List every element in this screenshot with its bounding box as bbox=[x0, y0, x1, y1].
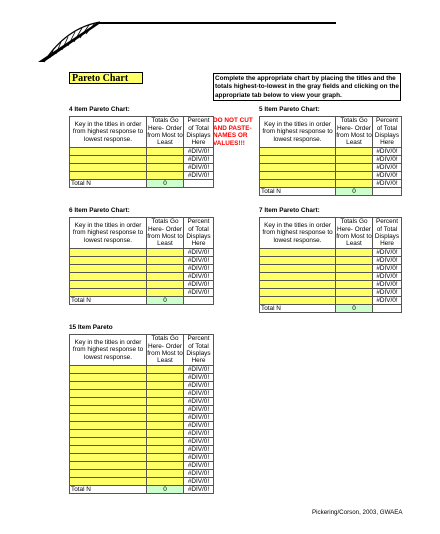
percent-value: #DIV/0! bbox=[373, 273, 402, 281]
table-row bbox=[70, 406, 214, 414]
item-title-input[interactable] bbox=[260, 172, 336, 180]
item-title-input[interactable] bbox=[70, 164, 147, 172]
percent-value: #DIV/0! bbox=[373, 289, 402, 297]
item-total-input[interactable] bbox=[336, 156, 373, 164]
percent-value: #DIV/0! bbox=[373, 297, 402, 305]
key-header: Key in the titles in order from highest response to lowest response. bbox=[260, 218, 336, 249]
totals-header: Totals Go Here- Order from Most to Least bbox=[147, 218, 183, 248]
percent-value: #DIV/0! bbox=[184, 148, 214, 156]
item-total-input[interactable] bbox=[336, 148, 373, 156]
table-row bbox=[70, 249, 214, 257]
percent-value: #DIV/0! bbox=[184, 446, 214, 454]
item-total-input[interactable] bbox=[147, 414, 184, 422]
bridge-logo-icon bbox=[36, 18, 136, 64]
item-title-input[interactable] bbox=[70, 454, 147, 462]
totals-header: Totals Go Here- Order from Most to Least bbox=[147, 335, 183, 365]
item-title-input[interactable] bbox=[70, 249, 147, 257]
table-row bbox=[70, 454, 214, 462]
table-row bbox=[260, 172, 402, 180]
table-row bbox=[70, 164, 214, 172]
table-row bbox=[260, 249, 402, 257]
item-total-input[interactable] bbox=[147, 366, 184, 374]
item-total-input[interactable] bbox=[336, 289, 373, 297]
item-total-input[interactable] bbox=[336, 265, 373, 273]
table-row bbox=[70, 438, 214, 446]
item-total-input[interactable] bbox=[147, 156, 184, 164]
item-title-input[interactable] bbox=[260, 297, 336, 305]
percent-value: #DIV/0! bbox=[184, 462, 214, 470]
key-header: Key in the titles in order from highest response to lowest response. bbox=[260, 117, 336, 148]
percent-value: #DIV/0! bbox=[184, 414, 214, 422]
total-percent: #DIV/0! bbox=[184, 486, 214, 494]
table-row bbox=[70, 172, 214, 180]
percent-value: #DIV/0! bbox=[373, 257, 402, 265]
header-row bbox=[70, 218, 214, 249]
table-row bbox=[70, 156, 214, 164]
total-percent bbox=[373, 188, 402, 196]
item-total-input[interactable] bbox=[147, 462, 184, 470]
table-row bbox=[70, 422, 214, 430]
item-title-input[interactable] bbox=[260, 164, 336, 172]
item-title-input[interactable] bbox=[70, 462, 147, 470]
header-row bbox=[260, 117, 402, 148]
pareto-table bbox=[69, 334, 214, 494]
item-title-input[interactable] bbox=[70, 156, 147, 164]
total-label: Total N bbox=[70, 180, 147, 188]
table-row bbox=[70, 414, 214, 422]
instructions-text: Complete the appropriate chart by placing the titles and the totals highest-to-lowest in the gray fields and clicking on the appropriate tab below to view your graph. bbox=[213, 73, 401, 101]
percent-value: #DIV/0! bbox=[184, 265, 214, 273]
item-title-input[interactable] bbox=[260, 289, 336, 297]
item-total-input[interactable] bbox=[336, 249, 373, 257]
percent-value: #DIV/0! bbox=[373, 249, 402, 257]
item-total-input[interactable] bbox=[147, 382, 184, 390]
table-row bbox=[260, 297, 402, 305]
item-title-input[interactable] bbox=[70, 265, 147, 273]
item-title-input[interactable] bbox=[260, 281, 336, 289]
item-total-input[interactable] bbox=[336, 164, 373, 172]
chart-title: 7 Item Pareto Chart: bbox=[259, 207, 320, 214]
percent-header: Percent of Total Displays Here bbox=[184, 117, 214, 148]
item-title-input[interactable] bbox=[260, 273, 336, 281]
totals-header: Totals Go Here- Order from Most to Least bbox=[336, 218, 372, 248]
item-title-input[interactable] bbox=[70, 470, 147, 478]
table-row bbox=[260, 164, 402, 172]
percent-value: #DIV/0! bbox=[184, 164, 214, 172]
table-row bbox=[70, 289, 214, 297]
item-total-input[interactable] bbox=[147, 446, 184, 454]
warning-text: DO NOT CUT AND PASTE- NAMES OR VALUES!!! bbox=[213, 117, 253, 147]
table-row bbox=[70, 478, 214, 486]
percent-header: Percent of Total Displays Here bbox=[184, 218, 214, 249]
percent-value: #DIV/0! bbox=[184, 249, 214, 257]
table-row bbox=[70, 430, 214, 438]
key-header: Key in the titles in order from highest response to lowest response. bbox=[70, 218, 147, 249]
table-row bbox=[70, 390, 214, 398]
percent-value: #DIV/0! bbox=[184, 454, 214, 462]
percent-value: #DIV/0! bbox=[184, 273, 214, 281]
table-row bbox=[70, 470, 214, 478]
table-row bbox=[70, 462, 214, 470]
percent-value: #DIV/0! bbox=[184, 438, 214, 446]
key-header: Key in the titles in order from highest response to lowest response. bbox=[70, 335, 147, 366]
item-title-input[interactable] bbox=[70, 406, 147, 414]
percent-value: #DIV/0! bbox=[184, 366, 214, 374]
item-total-input[interactable] bbox=[147, 289, 184, 297]
percent-header: Percent of Total Displays Here bbox=[373, 117, 402, 148]
percent-value: #DIV/0! bbox=[184, 289, 214, 297]
total-row bbox=[70, 297, 214, 305]
total-value: 0 bbox=[147, 180, 184, 188]
table-row bbox=[70, 265, 214, 273]
chart-title: 15 Item Pareto bbox=[69, 324, 113, 331]
percent-value: #DIV/0! bbox=[184, 398, 214, 406]
percent-value: #DIV/0! bbox=[184, 374, 214, 382]
item-title-input[interactable] bbox=[70, 422, 147, 430]
table-row bbox=[70, 148, 214, 156]
item-title-input[interactable] bbox=[70, 398, 147, 406]
item-title-input[interactable] bbox=[70, 366, 147, 374]
percent-value: #DIV/0! bbox=[373, 156, 402, 164]
chart-title: 4 Item Pareto Chart: bbox=[69, 106, 130, 113]
item-title-input[interactable] bbox=[260, 249, 336, 257]
item-total-input[interactable] bbox=[147, 406, 184, 414]
percent-value: #DIV/0! bbox=[184, 390, 214, 398]
item-title-input[interactable] bbox=[70, 382, 147, 390]
item-title-input[interactable] bbox=[260, 156, 336, 164]
item-title-input[interactable] bbox=[70, 478, 147, 486]
table-row bbox=[260, 273, 402, 281]
item-total-input[interactable] bbox=[336, 257, 373, 265]
header-row bbox=[70, 117, 214, 148]
item-total-input[interactable] bbox=[147, 374, 184, 382]
table-row bbox=[70, 446, 214, 454]
table-row bbox=[70, 281, 214, 289]
total-label: Total N bbox=[70, 297, 147, 305]
table-row bbox=[260, 148, 402, 156]
item-title-input[interactable] bbox=[70, 148, 147, 156]
item-title-input[interactable] bbox=[70, 281, 147, 289]
item-total-input[interactable] bbox=[336, 281, 373, 289]
item-total-input[interactable] bbox=[147, 164, 184, 172]
item-title-input[interactable] bbox=[70, 257, 147, 265]
pareto-table bbox=[259, 116, 402, 196]
percent-value: #DIV/0! bbox=[184, 406, 214, 414]
item-total-input[interactable] bbox=[147, 273, 184, 281]
item-total-input[interactable] bbox=[147, 454, 184, 462]
total-percent bbox=[184, 180, 214, 188]
item-total-input[interactable] bbox=[147, 281, 184, 289]
percent-value: #DIV/0! bbox=[184, 172, 214, 180]
item-total-input[interactable] bbox=[147, 390, 184, 398]
total-row bbox=[70, 180, 214, 188]
percent-value: #DIV/0! bbox=[373, 281, 402, 289]
item-title-input[interactable] bbox=[70, 273, 147, 281]
percent-value: #DIV/0! bbox=[184, 470, 214, 478]
header-row bbox=[260, 218, 402, 249]
table-row bbox=[260, 156, 402, 164]
percent-header: Percent of Total Displays Here bbox=[373, 218, 402, 249]
totals-header: Totals Go Here- Order from Most to Least bbox=[147, 117, 183, 147]
table-row bbox=[70, 374, 214, 382]
total-value: 0 bbox=[147, 297, 184, 305]
item-title-input[interactable] bbox=[260, 180, 336, 188]
total-label: Total N bbox=[70, 486, 147, 494]
total-value: 0 bbox=[336, 305, 373, 313]
percent-value: #DIV/0! bbox=[184, 257, 214, 265]
percent-value: #DIV/0! bbox=[184, 430, 214, 438]
table-row bbox=[70, 257, 214, 265]
table-row bbox=[260, 257, 402, 265]
percent-value: #DIV/0! bbox=[184, 422, 214, 430]
item-title-input[interactable] bbox=[260, 265, 336, 273]
total-row bbox=[260, 305, 402, 313]
table-row bbox=[70, 382, 214, 390]
table-row bbox=[260, 180, 402, 188]
percent-value: #DIV/0! bbox=[373, 172, 402, 180]
header-rule bbox=[96, 22, 336, 24]
percent-value: #DIV/0! bbox=[373, 164, 402, 172]
footer-credit: Pickering/Corson, 2003, GWAEA bbox=[312, 509, 403, 516]
item-title-input[interactable] bbox=[70, 446, 147, 454]
table-row bbox=[70, 366, 214, 374]
percent-value: #DIV/0! bbox=[373, 265, 402, 273]
item-total-input[interactable] bbox=[147, 249, 184, 257]
table-row bbox=[70, 398, 214, 406]
item-title-input[interactable] bbox=[70, 289, 147, 297]
percent-value: #DIV/0! bbox=[184, 281, 214, 289]
totals-header: Totals Go Here- Order from Most to Least bbox=[336, 117, 372, 147]
item-total-input[interactable] bbox=[336, 180, 373, 188]
percent-value: #DIV/0! bbox=[184, 478, 214, 486]
item-total-input[interactable] bbox=[147, 478, 184, 486]
percent-value: #DIV/0! bbox=[373, 180, 402, 188]
percent-value: #DIV/0! bbox=[184, 382, 214, 390]
item-title-input[interactable] bbox=[260, 257, 336, 265]
item-title-input[interactable] bbox=[70, 374, 147, 382]
item-title-input[interactable] bbox=[260, 148, 336, 156]
table-row bbox=[260, 289, 402, 297]
item-total-input[interactable] bbox=[147, 422, 184, 430]
item-title-input[interactable] bbox=[70, 414, 147, 422]
total-value: 0 bbox=[147, 486, 184, 494]
pareto-table bbox=[69, 116, 214, 188]
item-total-input[interactable] bbox=[147, 398, 184, 406]
item-total-input[interactable] bbox=[336, 297, 373, 305]
item-title-input[interactable] bbox=[70, 390, 147, 398]
chart-title: 6 Item Pareto Chart: bbox=[69, 207, 130, 214]
total-row bbox=[70, 486, 214, 494]
table-row bbox=[260, 281, 402, 289]
total-label: Total N bbox=[260, 188, 336, 196]
item-total-input[interactable] bbox=[147, 438, 184, 446]
item-title-input[interactable] bbox=[70, 172, 147, 180]
key-header: Key in the titles in order from highest response to lowest response. bbox=[70, 117, 147, 148]
total-percent bbox=[373, 305, 402, 313]
header-row bbox=[70, 335, 214, 366]
percent-header: Percent of Total Displays Here bbox=[184, 335, 214, 366]
item-total-input[interactable] bbox=[147, 470, 184, 478]
chart-title: 5 Item Pareto Chart: bbox=[259, 106, 320, 113]
item-total-input[interactable] bbox=[336, 273, 373, 281]
item-title-input[interactable] bbox=[70, 430, 147, 438]
item-total-input[interactable] bbox=[336, 172, 373, 180]
percent-value: #DIV/0! bbox=[184, 156, 214, 164]
item-total-input[interactable] bbox=[147, 257, 184, 265]
table-row bbox=[260, 265, 402, 273]
item-title-input[interactable] bbox=[70, 438, 147, 446]
page-title: Pareto Chart bbox=[69, 72, 143, 84]
total-value: 0 bbox=[336, 188, 373, 196]
item-total-input[interactable] bbox=[147, 430, 184, 438]
table-row bbox=[70, 273, 214, 281]
pareto-table bbox=[69, 217, 214, 305]
item-total-input[interactable] bbox=[147, 265, 184, 273]
total-percent bbox=[184, 297, 214, 305]
pareto-table bbox=[259, 217, 402, 313]
total-row bbox=[260, 188, 402, 196]
item-total-input[interactable] bbox=[147, 172, 184, 180]
item-total-input[interactable] bbox=[147, 148, 184, 156]
total-label: Total N bbox=[260, 305, 336, 313]
percent-value: #DIV/0! bbox=[373, 148, 402, 156]
